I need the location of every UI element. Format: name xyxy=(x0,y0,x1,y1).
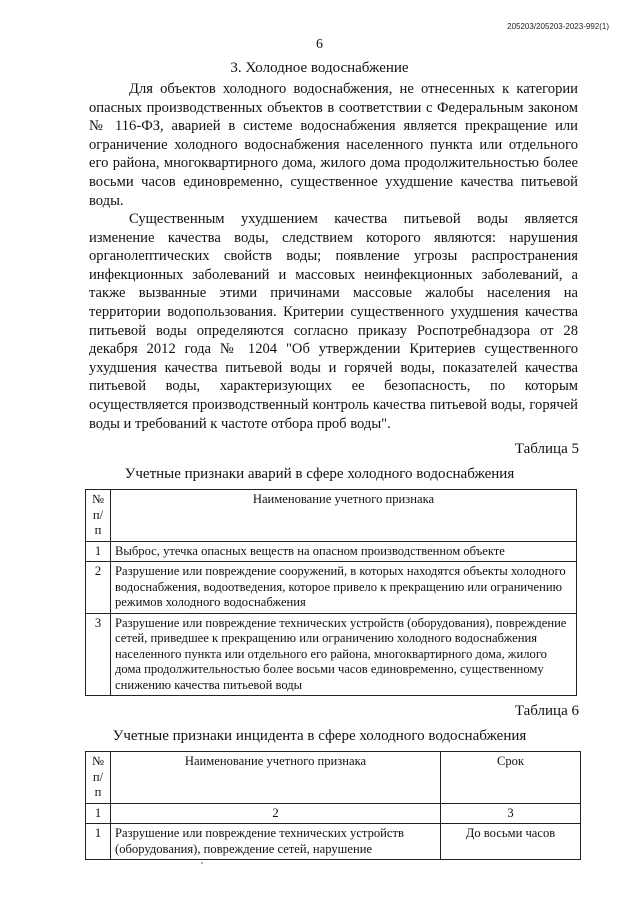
row-text: Выброс, утечка опасных веществ на опасном производственном объекте xyxy=(111,541,577,562)
row-number: 2 xyxy=(86,562,111,614)
table6-caption: Таблица 6 xyxy=(514,703,579,719)
table-row xyxy=(86,613,577,696)
row-text: Разрушение или повреждение сооружений, в которых находятся объекты холодного водоснабжения, водоотведения, которое привело к прекращению или ограничению режимов холодного водоснабжения xyxy=(111,562,577,614)
document-id: 205203/205203-2023-992(1) xyxy=(507,22,609,31)
col-number: 2 xyxy=(111,803,441,824)
section-title: 3. Холодное водоснабжение xyxy=(230,60,409,76)
table5-header-num: № п/п xyxy=(86,490,111,542)
row-text: Разрушение или повреждение технических устройств (оборудования), повреждение сетей, приведшее к прекращению или ограничению холодного водоснабжения населенного пункта или отдельного его района, многоквартирного дома, жилого дома продолжительностью более восьми часов единовременно, существенному снижению качества питьевой воды xyxy=(111,613,577,696)
row-term: До восьми часов xyxy=(441,824,581,860)
table6-title: Учетные признаки инцидента в сфере холодного водоснабжения xyxy=(112,728,527,744)
row-number: 3 xyxy=(86,613,111,696)
table5-caption: Таблица 5 xyxy=(514,441,579,457)
row-number: 1 xyxy=(86,541,111,562)
table-row xyxy=(86,824,581,860)
table6-header-term: Срок xyxy=(441,752,581,804)
col-number: 3 xyxy=(441,803,581,824)
row-number: 1 xyxy=(86,824,111,860)
paragraph-1: Для объектов холодного водоснабжения, не отнесенных к категории опасных производственных объектов в соответствии с Федеральным законом № 116-ФЗ, аварией в системе водоснабжения является прекращение или ограничение холодного водоснабжения населенного пункта или отдельного его района, многоквартирного дома, жилого дома продолжительностью более восьми часов единовременно, существенное ухудшение качества питьевой воды. xyxy=(89,81,578,209)
page-number: 6 xyxy=(316,37,323,52)
table6-header-name: Наименование учетного признака xyxy=(111,752,441,804)
table-header-row xyxy=(86,752,581,804)
table5-header-name: Наименование учетного признака xyxy=(111,490,577,542)
table5 xyxy=(85,489,577,696)
table-col-number-row xyxy=(86,803,581,824)
paragraph-2: Существенным ухудшением качества питьевой воды является изменение качества воды, следствием которого являются: нарушения органолептических свойств воды; появление угрозы распространения инфекционных заболеваний и массовых неинфекционных заболеваний, а также вызванные этими причинами массовые жалобы населения на территории водопользования. Критерии существенного ухудшения качества питьевой воды определяются согласно приказу Роспотребнадзора от 28 декабря 2012 года № 1204 "Об утверждении Критериев существенного ухудшения качества питьевой воды и горячей воды, показателей качества питьевой воды, характеризующих ее безопасность, по которым осуществляется производственный контроль качества питьевой воды, горячей воды и требований к частоте отбора проб воды". xyxy=(89,211,578,432)
table5-title: Учетные признаки аварий в сфере холодного водоснабжения xyxy=(124,466,515,482)
table-row xyxy=(86,541,577,562)
table-row xyxy=(86,562,577,614)
table6-header-num: № п/п xyxy=(86,752,111,804)
table-header-row xyxy=(86,490,577,542)
row-text: Разрушение или повреждение технических устройств (оборудования), повреждение сетей, нарушение xyxy=(111,824,441,860)
scan-dot xyxy=(201,862,203,864)
col-number: 1 xyxy=(86,803,111,824)
table6 xyxy=(85,751,581,860)
